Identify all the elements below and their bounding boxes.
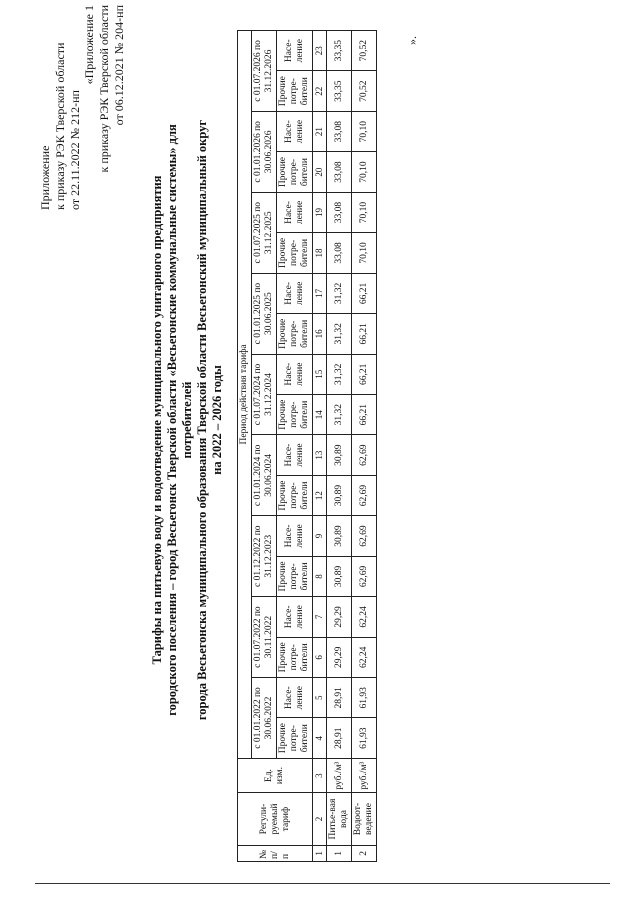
tariff-value: 33,35: [327, 31, 352, 71]
column-number: 8: [313, 556, 327, 596]
approval-line: к приказу РЭК Тверской области: [53, 42, 67, 210]
subheader-population: Насе-ление: [277, 354, 313, 394]
column-number: 19: [313, 192, 327, 232]
column-number: 7: [313, 597, 327, 637]
column-number: 4: [313, 718, 327, 758]
period-header: с 01.01.2025 по 30.06.2025: [252, 273, 277, 354]
subheader-other-consumers: Прочие потре-бители: [277, 718, 313, 758]
subheader-other-consumers: Прочие потре-бители: [277, 71, 313, 111]
title-line: города Весьегонска муниципального образования Тверской области Весьегонский муниципальный округ: [195, 119, 209, 721]
subheader-other-consumers: Прочие потре-бители: [277, 394, 313, 434]
bottom-divider: [35, 883, 610, 884]
tariff-value: 66,21: [352, 273, 377, 313]
tariff-value: 30,89: [327, 475, 352, 515]
tariff-value: 30,89: [327, 435, 352, 475]
subheader-other-consumers: Прочие потре-бители: [277, 637, 313, 677]
row-unit: руб./м³: [352, 758, 377, 792]
tariff-value: 70,52: [352, 31, 377, 71]
tariff-value: 70,10: [352, 192, 377, 232]
tariff-value: 33,08: [327, 111, 352, 151]
column-number: 14: [313, 394, 327, 434]
tariff-value: 30,89: [327, 516, 352, 556]
column-number: 17: [313, 273, 327, 313]
tariff-value: 70,52: [352, 71, 377, 111]
period-header: с 01.12.2022 по 31.12.2023: [252, 516, 277, 597]
tariff-value: 62,24: [352, 637, 377, 677]
tariff-value: 33,08: [327, 192, 352, 232]
appendix-line: «Приложение 1: [82, 5, 96, 85]
approval-line: Приложение: [38, 145, 52, 210]
tariff-value: 31,32: [327, 314, 352, 354]
subheader-row: [277, 31, 313, 862]
column-number: 2: [313, 793, 327, 846]
title-line: городского поселения – город Весьегонск Тверской области «Весьегонские коммунальные системы» для потребителей: [165, 124, 194, 716]
tariff-value: 62,24: [352, 597, 377, 637]
approval-stamp: [38, 10, 83, 210]
table-body: [327, 31, 377, 862]
tariff-value: 31,32: [327, 354, 352, 394]
column-number: 16: [313, 314, 327, 354]
tariff-value: 62,69: [352, 556, 377, 596]
column-number: 5: [313, 678, 327, 718]
tariff-value: 29,29: [327, 637, 352, 677]
subheader-other-consumers: Прочие потре-бители: [277, 233, 313, 273]
tariff-value: 70,10: [352, 111, 377, 151]
row-tariff: Водоот-ведение: [352, 793, 377, 846]
column-number: 20: [313, 152, 327, 192]
row-tariff: Питье-вая вода: [327, 793, 352, 846]
subheader-population: Насе-ление: [277, 192, 313, 232]
header-unit: Ед. изм.: [238, 758, 313, 792]
subheader-other-consumers: Прочие потре-бители: [277, 475, 313, 515]
column-number: 23: [313, 31, 327, 71]
subheader-population: Насе-ление: [277, 31, 313, 71]
table-row: [352, 31, 377, 862]
tariff-value: 33,35: [327, 71, 352, 111]
table-header-row: [238, 31, 252, 862]
tariff-value: 30,89: [327, 556, 352, 596]
column-number: 21: [313, 111, 327, 151]
period-header: с 01.07.2025 по 31.12.2025: [252, 192, 277, 273]
closing-quote: ».: [405, 36, 419, 45]
subheader-population: Насе-ление: [277, 597, 313, 637]
period-header: с 01.07.2022 по 30.11.2022: [252, 597, 277, 678]
column-number: 1: [313, 845, 327, 861]
tariff-value: 66,21: [352, 314, 377, 354]
tariff-value: 28,91: [327, 718, 352, 758]
title-line: Тарифы на питьевую воду и водоотведение муниципального унитарного предприятия: [150, 175, 164, 665]
tariff-value: 66,21: [352, 394, 377, 434]
appendix-line: к приказу РЭК Тверской области: [97, 5, 111, 173]
tariff-table: [237, 30, 377, 862]
header-tariff: Регули-руемый тариф: [238, 793, 313, 846]
tariff-value: 33,08: [327, 152, 352, 192]
column-number: 12: [313, 475, 327, 515]
row-unit: руб./м³: [327, 758, 352, 792]
subheader-population: Насе-ление: [277, 111, 313, 151]
period-header: с 01.01.2022 по 30.06.2022: [252, 678, 277, 759]
period-header: с 01.07.2026 по 31.12.2026: [252, 31, 277, 112]
subheader-population: Насе-ление: [277, 435, 313, 475]
tariff-value: 62,69: [352, 475, 377, 515]
tariff-value: 33,08: [327, 233, 352, 273]
period-header: с 01.07.2024 по 31.12.2024: [252, 354, 277, 435]
period-header-row: [252, 31, 277, 862]
table-row: [327, 31, 352, 862]
row-num: 1: [327, 845, 352, 861]
header-num: № п/п: [238, 845, 313, 861]
column-number: 13: [313, 435, 327, 475]
tariff-value: 31,32: [327, 394, 352, 434]
tariff-value: 62,69: [352, 516, 377, 556]
column-number: 6: [313, 637, 327, 677]
document-title: [150, 90, 225, 750]
subheader-other-consumers: Прочие потре-бители: [277, 152, 313, 192]
tariff-value: 31,32: [327, 273, 352, 313]
period-header: с 01.01.2026 по 30.06.2026: [252, 111, 277, 192]
column-number: 18: [313, 233, 327, 273]
subheader-population: Насе-ление: [277, 516, 313, 556]
appendix-stamp: [82, 5, 127, 255]
tariff-value: 29,29: [327, 597, 352, 637]
tariff-value: 70,10: [352, 152, 377, 192]
column-number: 3: [313, 758, 327, 792]
subheader-other-consumers: Прочие потре-бители: [277, 314, 313, 354]
column-number: 9: [313, 516, 327, 556]
subheader-population: Насе-ление: [277, 273, 313, 313]
subheader-population: Насе-ление: [277, 678, 313, 718]
period-header: с 01.01.2024 по 30.06.2024: [252, 435, 277, 516]
appendix-line: от 06.12.2021 № 204-нп: [112, 5, 126, 126]
tariff-value: 61,93: [352, 718, 377, 758]
tariff-value: 62,69: [352, 435, 377, 475]
column-number: 15: [313, 354, 327, 394]
tariff-value: 70,10: [352, 233, 377, 273]
header-period: Период действия тарифа: [238, 31, 252, 759]
approval-line: от 22.11.2022 № 212-нп: [68, 90, 82, 210]
tariff-value: 66,21: [352, 354, 377, 394]
subheader-other-consumers: Прочие потре-бители: [277, 556, 313, 596]
tariff-value: 61,93: [352, 678, 377, 718]
row-num: 2: [352, 845, 377, 861]
title-line: на 2022 – 2026 годы: [210, 365, 224, 475]
tariff-value: 28,91: [327, 678, 352, 718]
column-number: 22: [313, 71, 327, 111]
column-number-row: [313, 31, 327, 862]
